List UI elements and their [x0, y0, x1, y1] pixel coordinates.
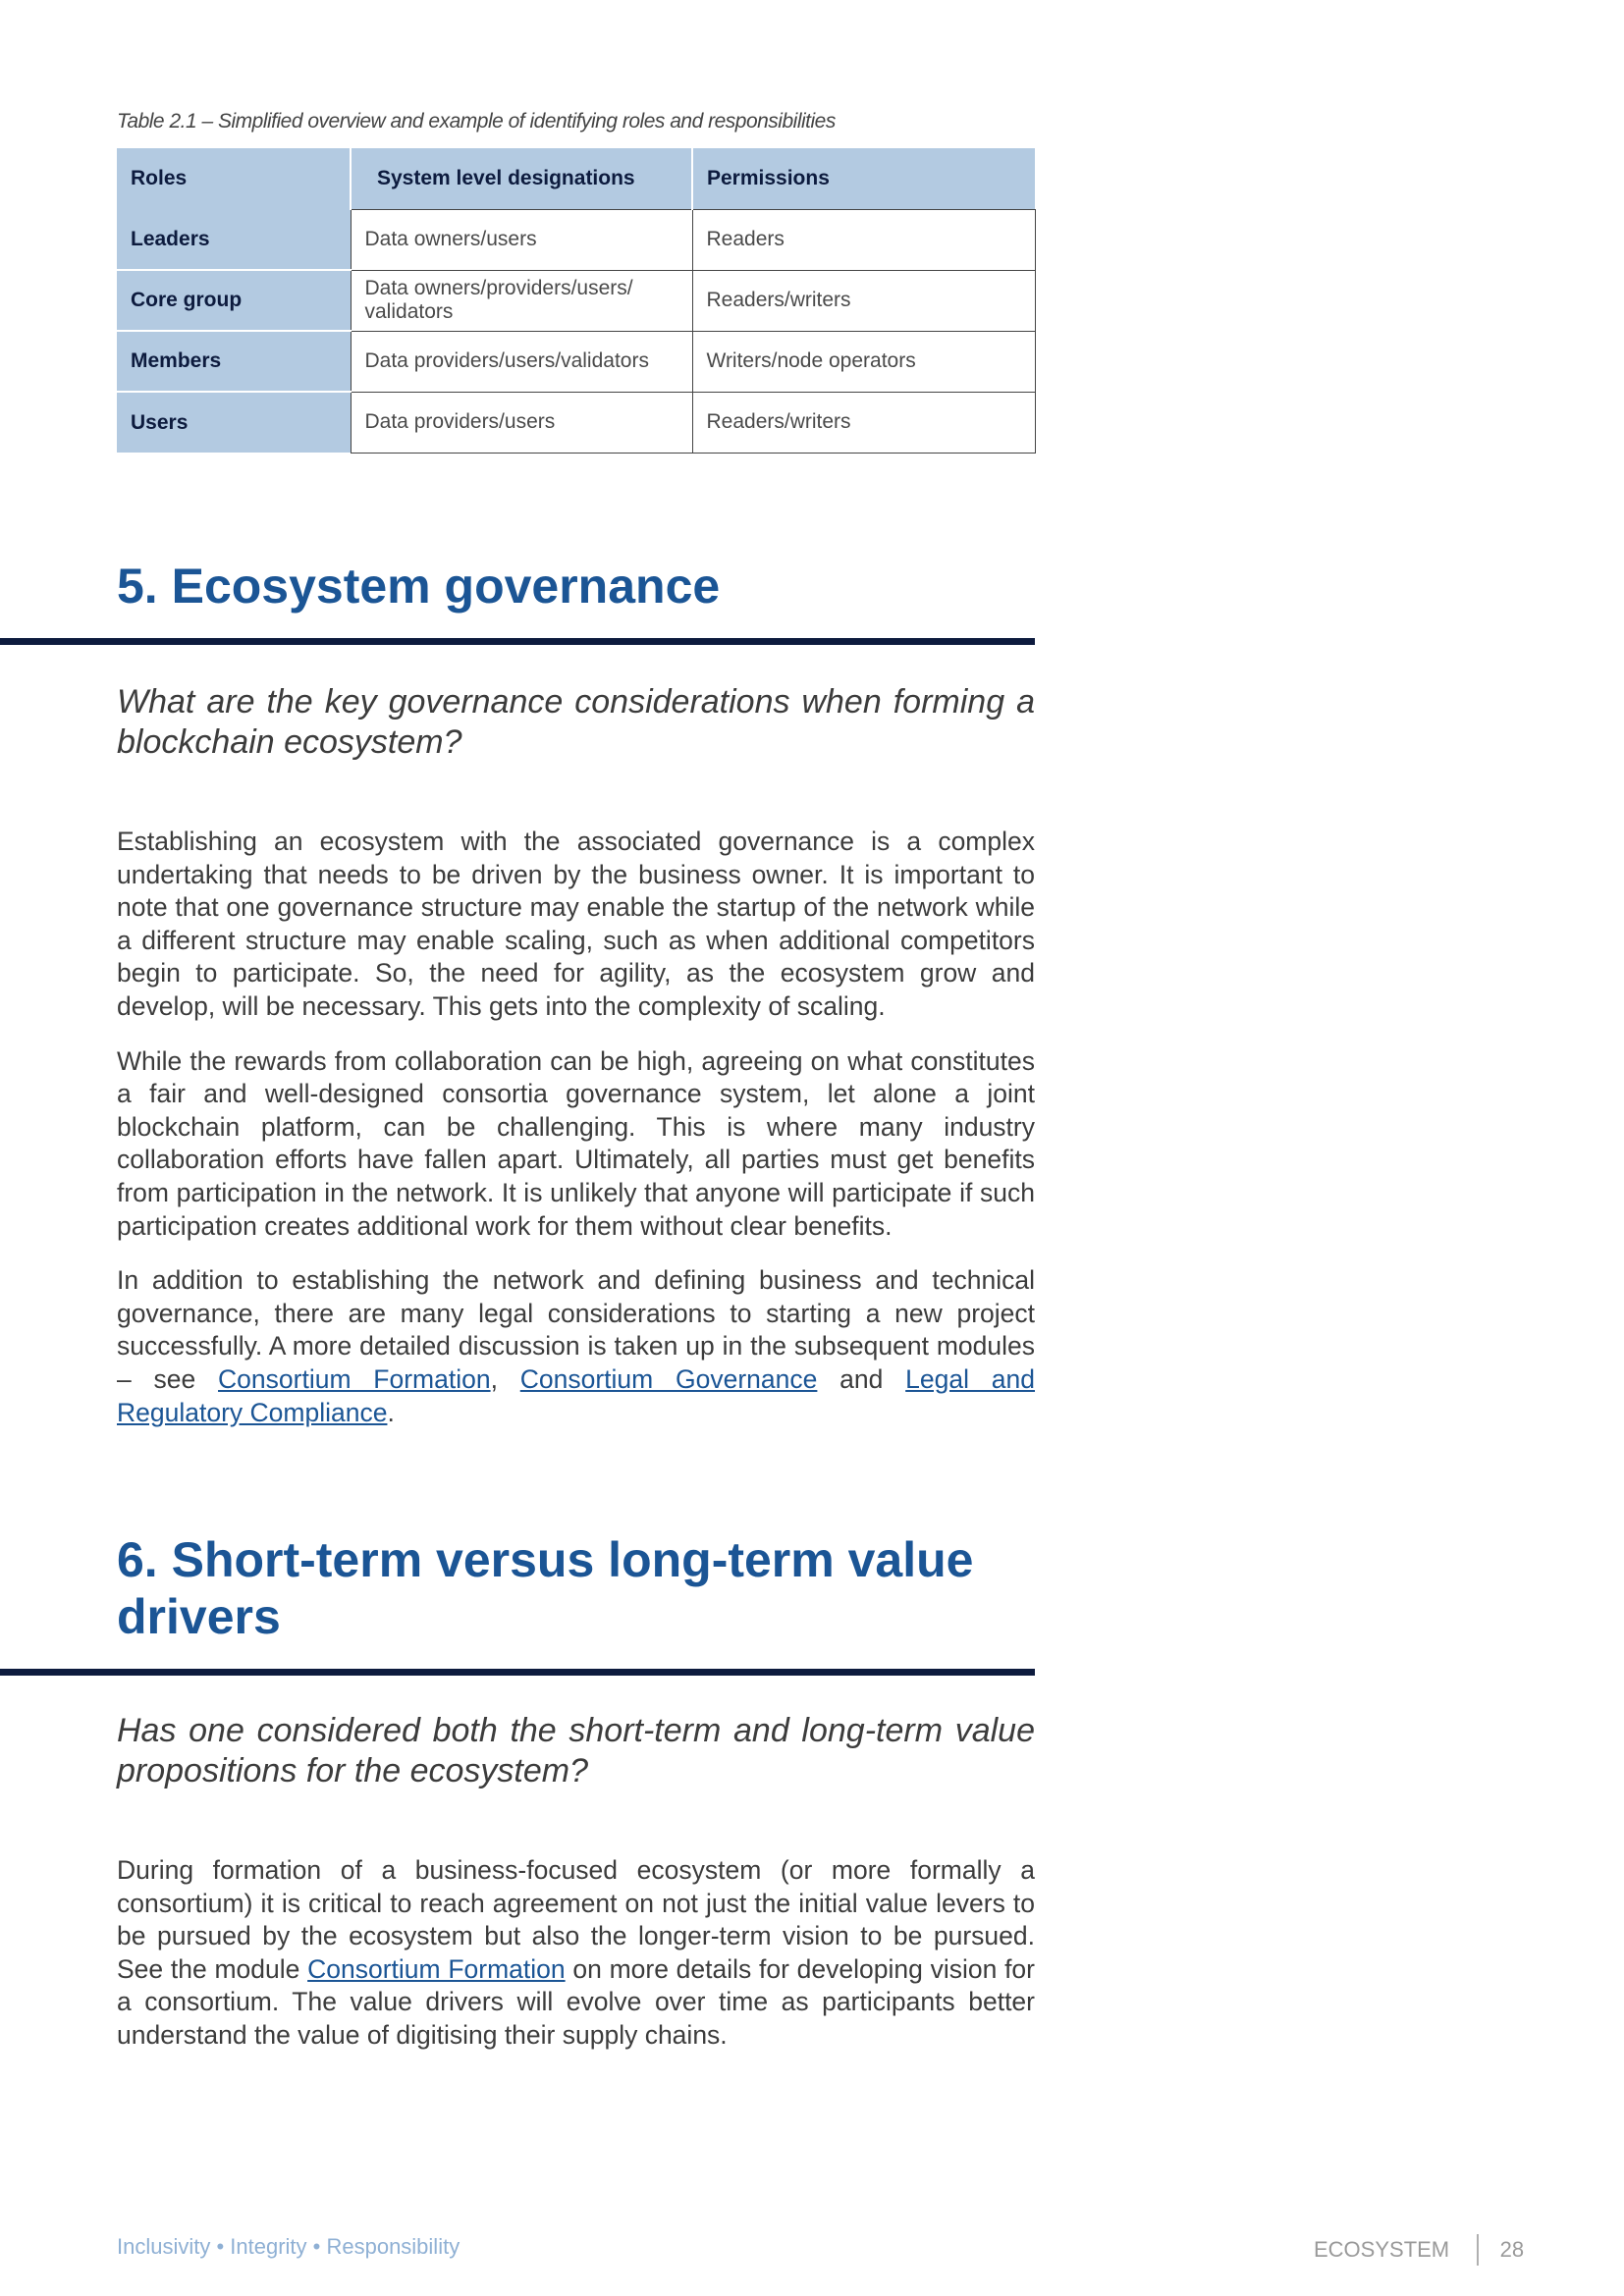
role-cell: Leaders	[117, 209, 351, 270]
designation-cell: Data providers/users/validators	[351, 331, 692, 392]
footer-separator	[1477, 2234, 1479, 2266]
permission-cell: Readers	[692, 209, 1035, 270]
section-6-question: Has one considered both the short-term and long-term value propositions for the ecosystem?	[117, 1712, 1035, 1789]
role-cell: Users	[117, 392, 351, 453]
column-header-permissions: Permissions	[692, 148, 1035, 209]
designation-cell: Data providers/users	[351, 392, 692, 453]
section-5-paragraph-3: In addition to establishing the network and defining business and technical governance, there are many legal considerations to starting a new project successfully. A more detailed discussion is taken up in the subsequent modules – see Consortium Formation, Consortium Governance and Legal and Regulatory Compliance.	[117, 1265, 1036, 1427]
section-5-body	[117, 826, 1035, 1451]
permission-cell: Readers/writers	[692, 270, 1035, 331]
footer-tagline: Inclusivity • Integrity • Responsibility	[117, 2234, 460, 2259]
designation-cell: Data owners/providers/users/ validators	[351, 270, 692, 331]
role-cell: Core group	[117, 270, 351, 331]
table-row	[117, 209, 1035, 270]
table-row	[117, 392, 1035, 453]
footer-section-label: ECOSYSTEM	[1314, 2237, 1450, 2262]
section-6-title: 6. Short-term versus long-term value drivers	[117, 1532, 974, 1644]
designation-cell: Data owners/users	[351, 209, 692, 270]
roles-table	[117, 148, 1036, 454]
section-5-paragraph-2: While the rewards from collaboration can be high, agreeing on what constitutes a fair and well-designed consortia governance system, let alone a joint blockchain platform, can be challenging. This is where many industry collaboration efforts have fallen apart. Ultimately, all parties must get benefits from participation in the network. It is unlikely that anyone will participate if such participation creates additional work for them without clear benefits.	[117, 1045, 1035, 1241]
table-header-row	[117, 148, 1035, 209]
column-header-roles: Roles	[117, 148, 351, 209]
section-6-paragraph-1: During formation of a business-focused ecosystem (or more formally a consortium) it is critical to reach agreement on not just the initial value levers to be pursued by the ecosystem but also the longer-term vision to be pursued. See the module Consortium Formation on more details for developing vision for a consortium. The value drivers will evolve over time as participants better understand the value of digitising their supply chains.	[117, 1855, 1035, 2050]
section-5-paragraph-1: Establishing an ecosystem with the associated governance is a complex undertaking that needs to be driven by the business owner. It is important to note that one governance structure may enable the startup of the network while a different structure may enable scaling, such as when additional competitors begin to participate. So, the need for agility, as the ecosystem grow and develop, will be necessary. This gets into the complexity of scaling.	[117, 827, 1035, 1021]
section-6-body	[117, 1854, 1035, 2074]
consortium-governance-link[interactable]: Consortium Governance	[519, 1363, 818, 1394]
section-6-divider	[0, 1669, 1035, 1676]
consortium-formation-link[interactable]: Consortium Formation	[218, 1363, 491, 1394]
consortium-formation-link[interactable]: Consortium Formation	[307, 1953, 566, 1984]
section-5-divider	[0, 638, 1035, 645]
legal-regulatory-compliance-link[interactable]: Legal and Regulatory Compliance	[117, 1363, 1036, 1427]
table-row	[117, 270, 1035, 331]
table-caption: Table 2.1 – Simplified overview and example of identifying roles and responsibilities	[117, 110, 836, 133]
role-cell: Members	[117, 331, 351, 392]
page-number: 28	[1499, 2237, 1525, 2262]
section-5-title: 5. Ecosystem governance	[117, 559, 721, 614]
permission-cell: Readers/writers	[692, 392, 1035, 453]
table-row	[117, 331, 1035, 392]
section-5-question: What are the key governance considerations when forming a blockchain ecosystem?	[117, 683, 1035, 761]
footer-page-info	[1314, 2234, 1524, 2266]
permission-cell: Writers/node operators	[692, 331, 1035, 392]
column-header-designations: System level designations	[351, 148, 692, 209]
